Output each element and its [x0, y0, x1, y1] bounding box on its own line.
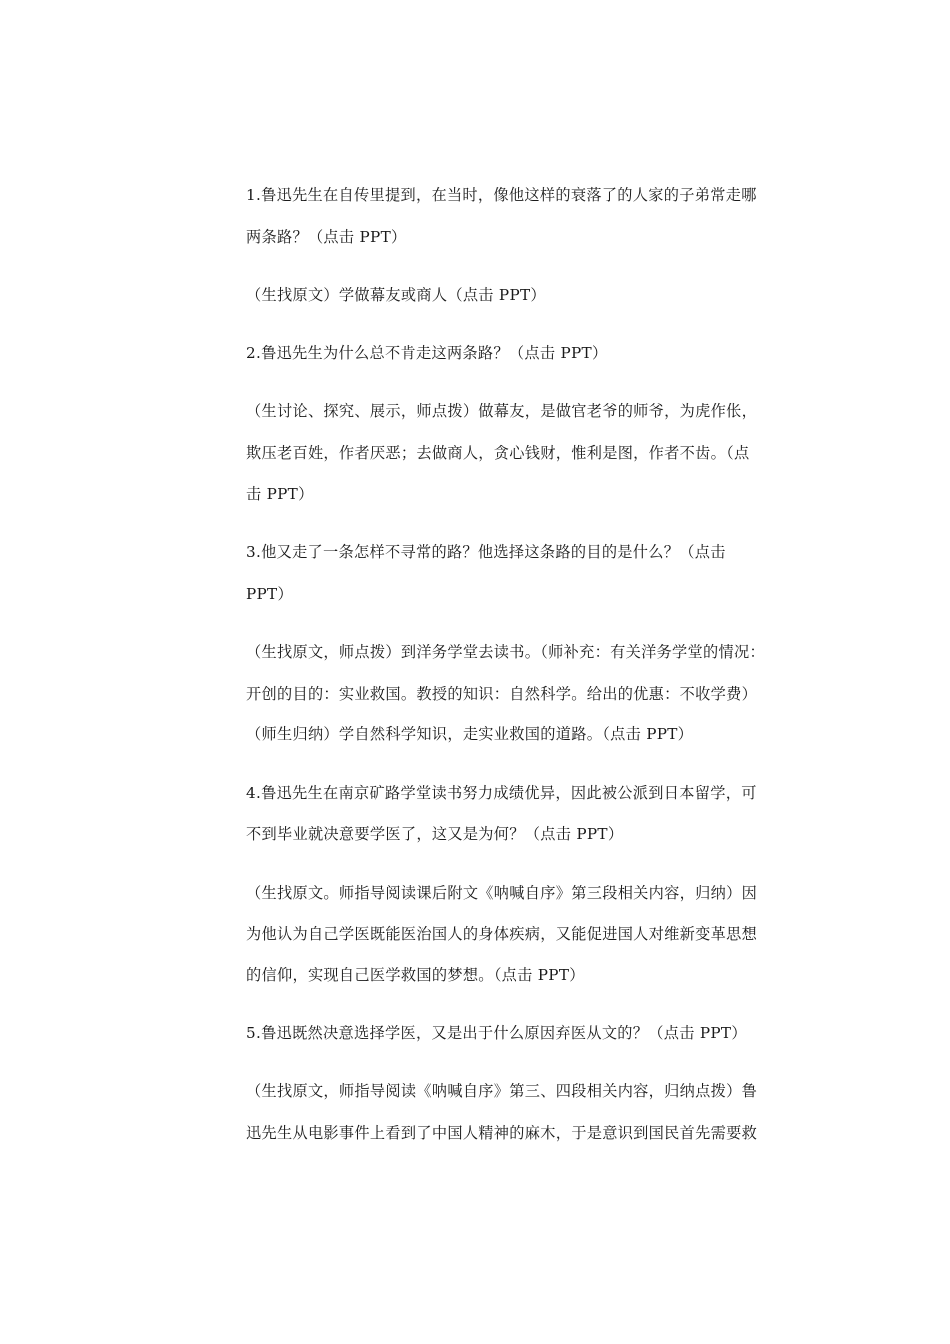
question-5: 5.鲁迅既然决意选择学医，又是出于什么原因弃医从文的？（点击 PPT）: [246, 1024, 747, 1042]
answer-4-line-3: 的信仰，实现自己医学救国的梦想。（点击 PPT）: [246, 966, 585, 984]
answer-2-line-2: 欺压老百姓，作者厌恶；去做商人，贪心钱财，惟利是图，作者不齿。（点: [246, 444, 750, 462]
answer-2-line-1: （生讨论、探究、展示，师点拨）做幕友，是做官老爷的师爷，为虎作伥，: [246, 402, 758, 420]
answer-3-line-3: （师生归纳）学自然科学知识，走实业救国的道路。（点击 PPT）: [246, 725, 694, 743]
question-3-line-1: 3.他又走了一条怎样不寻常的路？他选择这条路的目的是什么？（点击: [246, 543, 726, 561]
answer-2-line-3: 击 PPT）: [246, 485, 314, 503]
answer-4-line-2: 为他认为自己学医既能医治国人的身体疾病，又能促进国人对维新变革思想: [246, 925, 758, 943]
question-4-line-1: 4.鲁迅先生在南京矿路学堂读书努力成绩优异，因此被公派到日本留学，可: [246, 784, 757, 802]
answer-1: （生找原文）学做幕友或商人（点击 PPT）: [246, 286, 546, 304]
answer-3-line-1: （生找原文，师点拨）到洋务学堂去读书。（师补充：有关洋务学堂的情况：: [246, 643, 765, 661]
question-3-line-2: PPT）: [246, 585, 293, 603]
answer-5-line-1: （生找原文，师指导阅读《呐喊自序》第三、四段相关内容，归纳点拨）鲁: [246, 1082, 758, 1100]
answer-5-line-2: 迅先生从电影事件上看到了中国人精神的麻木，于是意识到国民首先需要救: [246, 1124, 758, 1142]
question-2: 2.鲁迅先生为什么总不肯走这两条路？（点击 PPT）: [246, 344, 608, 362]
question-1-line-1: 1.鲁迅先生在自传里提到，在当时，像他这样的衰落了的人家的子弟常走哪: [246, 186, 757, 204]
question-1-line-2: 两条路？（点击 PPT）: [246, 228, 407, 246]
answer-4-line-1: （生找原文。师指导阅读课后附文《呐喊自序》第三段相关内容，归纳）因: [246, 884, 758, 902]
question-4-line-2: 不到毕业就决意要学医了，这又是为何？（点击 PPT）: [246, 825, 624, 843]
answer-3-line-2: 开创的目的：实业救国。教授的知识：自然科学。给出的优惠：不收学费）: [246, 685, 758, 703]
